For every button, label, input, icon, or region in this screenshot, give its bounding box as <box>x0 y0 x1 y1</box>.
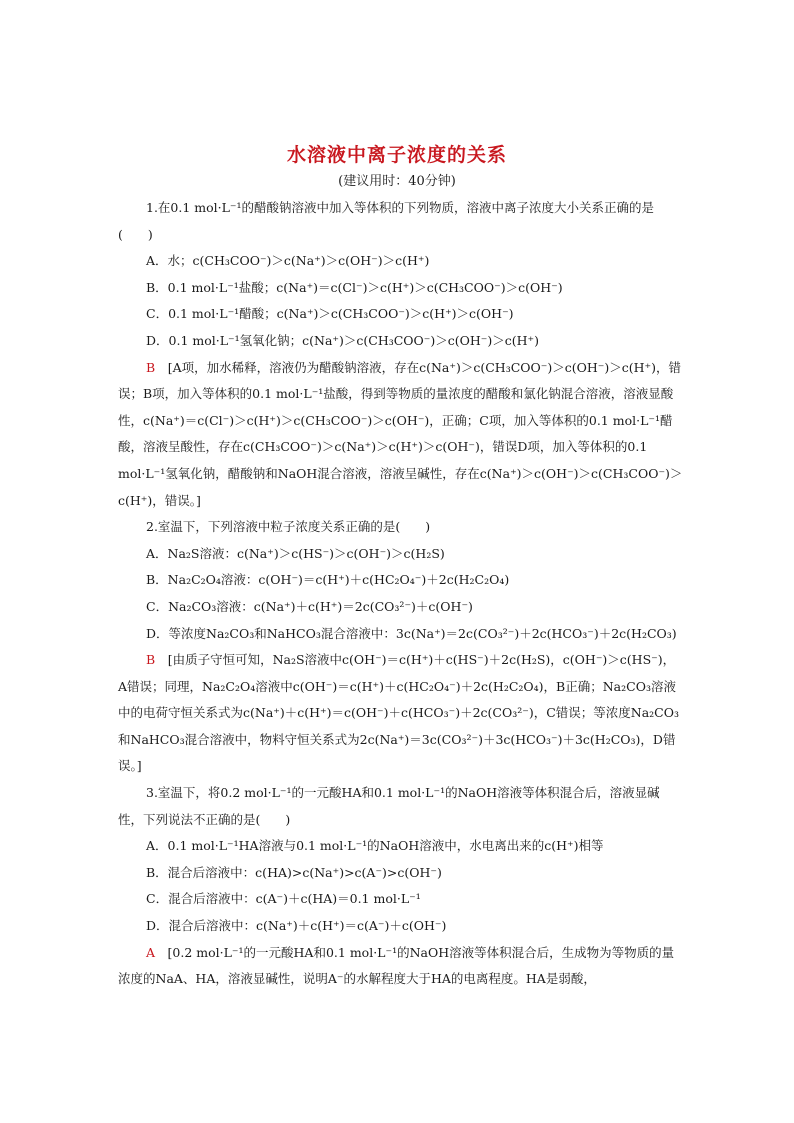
explanation-text: [0.2 mol·L⁻¹的一元酸HA和0.1 mol·L⁻¹的NaOH溶液等体积混合后，生成物为等物质的量浓度的NaA、HA，溶液显碱性，说明A⁻的水解程度大于HA的电离程度。HA是弱酸， <box>118 944 675 987</box>
answer-explanation <box>118 355 684 515</box>
questions-content <box>118 195 684 993</box>
question-3 <box>118 780 684 993</box>
answer-explanation <box>118 647 684 780</box>
option-d: D．混合后溶液中：c(Na⁺)＋c(H⁺)＝c(A⁻)＋c(OH⁻) <box>146 918 447 934</box>
option-d: D．等浓度Na₂CO₃和NaHCO₃混合溶液中：3c(Na⁺)＝2c(CO₃²⁻)＋2c(HCO₃⁻)＋2c(H₂CO₃) <box>146 625 677 641</box>
option-b: B．混合后溶液中：c(HA)>c(Na⁺)>c(A⁻)>c(OH⁻) <box>146 864 442 880</box>
explanation-text: [由质子守恒可知，Na₂S溶液中c(OH⁻)＝c(H⁺)＋c(HS⁻)＋2c(H₂S)，c(OH⁻)＞c(HS⁻)，A错误；同理，Na₂C₂O₄溶液中c(OH⁻)＝c(H⁺)＋c(HC₂O₄⁻)＋2c(H₂C₂O₄)，B正确；Na₂CO₃溶液中的电荷守恒关系式为c(Na⁺)＋c(H⁺)＝c(OH⁻)＋c(HCO₃⁻)＋2c(CO₃²⁻)，C错误；等浓度Na₂CO₃和NaHCO₃混合溶液中，物料守恒关系式为2c(Na⁺)＝3c(CO₃²⁻)＋3c(HCO₃⁻)＋3c(H₂CO₃)，D错误。] <box>118 652 679 774</box>
question-1 <box>118 195 684 514</box>
option-b: B．Na₂C₂O₄溶液：c(OH⁻)＝c(H⁺)＋c(HC₂O₄⁻)＋2c(H₂C₂O₄) <box>146 572 510 588</box>
answer-explanation <box>118 940 684 993</box>
option-b: B．0.1 mol·L⁻¹盐酸；c(Na⁺)＝c(Cl⁻)＞c(H⁺)＞c(CH₃COO⁻)＞c(OH⁻) <box>146 279 563 295</box>
option-c: C．Na₂CO₃溶液：c(Na⁺)＋c(H⁺)＝2c(CO₃²⁻)＋c(OH⁻) <box>146 598 473 614</box>
page-title: 水溶液中离子浓度的关系 <box>286 144 507 166</box>
suggested-time: (建议用时：40分钟) <box>338 174 456 189</box>
answer-letter: B <box>146 652 156 668</box>
option-c: C．0.1 mol·L⁻¹醋酸；c(Na⁺)＞c(CH₃COO⁻)＞c(H⁺)＞c(OH⁻) <box>146 306 514 322</box>
option-a: A．0.1 mol·L⁻¹HA溶液与0.1 mol·L⁻¹的NaOH溶液中，水电离出来的c(H⁺)相等 <box>146 838 604 854</box>
question-stem: 1.在0.1 mol·L⁻¹的醋酸钠溶液中加入等体积的下列物质，溶液中离子浓度大小关系正确的是( ) <box>118 200 655 242</box>
explanation-text: [A项，加水稀释，溶液仍为醋酸钠溶液，存在c(Na⁺)＞c(CH₃COO⁻)＞c(OH⁻)＞c(H⁺)，错误；B项，加入等体积的0.1 mol·L⁻¹盐酸，得到等物质的量浓度的醋酸和氯化钠混合溶液，溶液显酸性，c(Na⁺)＝c(Cl⁻)＞c(H⁺)＞c(CH₃COO⁻)＞c(OH⁻)，正确；C项，加入等体积的0.1 mol·L⁻¹醋酸，溶液呈酸性，存在c(CH₃COO⁻)＞c(Na⁺)＞c(H⁺)＞c(OH⁻)，错误D项，加入等体积的0.1 mol·L⁻¹氢氧化钠，醋酸钠和NaOH混合溶液，溶液呈碱性，存在c(Na⁺)＞c(OH⁻)＞c(CH₃COO⁻)＞c(H⁺)，错误。] <box>118 359 683 508</box>
question-stem: 2.室温下，下列溶液中粒子浓度关系正确的是( ) <box>146 519 431 535</box>
option-d: D．0.1 mol·L⁻¹氢氧化钠；c(Na⁺)＞c(CH₃COO⁻)＞c(OH⁻)＞c(H⁺) <box>146 332 540 348</box>
option-c: C．混合后溶液中：c(A⁻)＋c(HA)＝0.1 mol·L⁻¹ <box>146 891 421 907</box>
question-stem: 3.室温下，将0.2 mol·L⁻¹的一元酸HA和0.1 mol·L⁻¹的NaOH溶液等体积混合后，溶液显碱性，下列说法不正确的是( ) <box>118 785 660 827</box>
option-a: A．水；c(CH₃COO⁻)＞c(Na⁺)＞c(OH⁻)＞c(H⁺) <box>146 253 430 269</box>
answer-letter: A <box>146 944 156 960</box>
answer-letter: B <box>146 359 156 375</box>
question-2 <box>118 514 684 780</box>
option-a: A．Na₂S溶液：c(Na⁺)＞c(HS⁻)＞c(OH⁻)＞c(H₂S) <box>146 545 445 561</box>
